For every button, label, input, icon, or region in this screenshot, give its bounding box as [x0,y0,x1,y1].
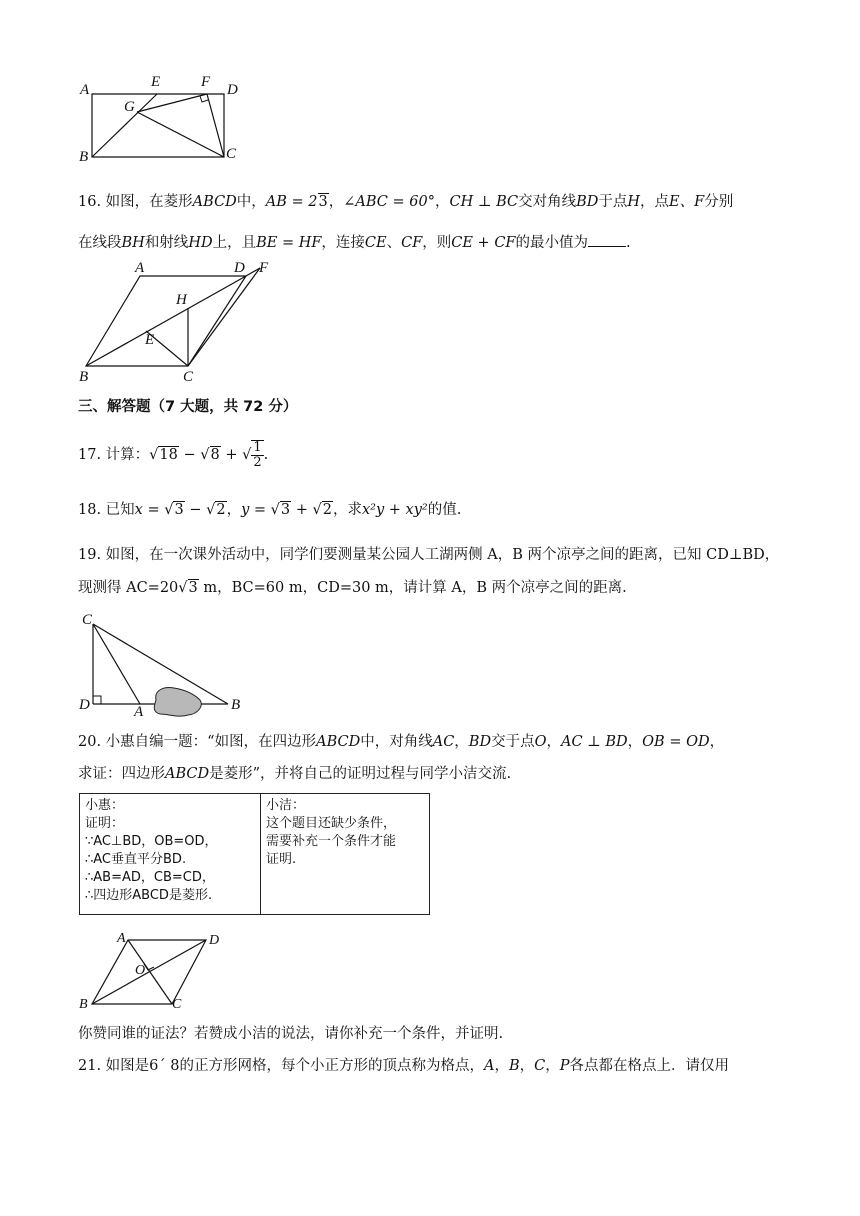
question-18: 18. 已知x = √3 − √2，y = √3 + √2，求x²y + xy²的值. [78,502,462,518]
question-16-line-2: 在线段BH和射线HD上，且BE = HF，连接CE、CF，则CE + CF的最小值为 . [78,232,631,253]
fig16-label-d: D [234,260,245,276]
question-21: 21. 如图是6´ 8的正方形网格，每个小正方形的顶点称为格点，A，B，C，P各点都在格点上．请仅用 [78,1058,729,1074]
fig15-label-b: B [79,149,89,165]
fig16-label-f: F [259,260,269,276]
question-17: 17. 计算：√18 − √8 + √ $\frac{1}{2}$ . [78,440,269,470]
question-19-line-1: 19. 如图，在一次课外活动中，同学们要测量某公园人工湖两侧 A，B 两个凉亭之间的距离，已知 CD⊥BD， [78,547,780,563]
fig16-label-b: B [79,369,89,385]
figure-16-rhombus [78,262,278,390]
fig20-label-c: C [172,997,182,1012]
question-20-line-1: 20. 小惠自编一题：“如图，在四边形ABCD中，对角线AC，BD交于点O，AC ⊥ BD，OB = OD， [78,734,725,750]
question-16-line-1: 16. 如图，在菱形ABCD中，AB = 23，∠ABC = 60°，CH ⊥ BC交对角线BD于点H，点E、F分别 [78,194,734,210]
fig15-label-d: D [227,82,238,98]
question-20-prompt: 你赞同谁的证法？若赞成小洁的说法，请你补充一个条件，并证明. [78,1026,504,1042]
fig15-label-a: A [80,82,90,98]
fig16-label-e: E [145,332,155,348]
fig15-label-c: C [226,146,237,162]
figure-19-lake [78,610,248,722]
fig16-label-h: H [176,292,187,308]
fig16-label-a: A [135,260,145,276]
fig20-label-d: D [209,933,220,948]
fig19-label-b: B [231,697,241,713]
dialog-table [79,793,430,915]
fig20-label-a: A [117,931,126,946]
xiaojie-reply-cell: 小洁： 这个题目还缺少条件， 需要补充一个条件才能 证明. [261,794,430,915]
figure-20-quadrilateral [78,930,228,1012]
section-heading: 三、解答题（7 大题，共 72 分） [78,399,298,415]
fig15-label-g: G [124,99,135,115]
fig15-label-e: E [151,74,161,90]
fig19-label-a: A [134,704,144,720]
fig19-label-c: C [82,612,93,628]
answer-blank [588,232,626,247]
fig20-label-b: B [79,997,88,1012]
question-20-line-2: 求证：四边形ABCD是菱形”，并将自己的证明过程与同学小洁交流. [78,766,512,782]
question-19-line-2: 现测得 AC=20√3 m，BC=60 m，CD=30 m，请计算 A，B 两个凉亭之间的距离. [78,580,627,596]
figure-15-rectangle [78,74,248,166]
fig16-label-c: C [183,369,194,385]
fig19-label-d: D [79,697,90,713]
fig20-label-o: O [135,963,146,978]
fig15-label-f: F [201,74,211,90]
xiaohui-proof-cell: 小惠： 证明： ∵AC⊥BD，OB=OD， ∴AC垂直平分BD. ∴AB=AD，CB=CD， ∴四边形ABCD是菱形. [80,794,261,915]
